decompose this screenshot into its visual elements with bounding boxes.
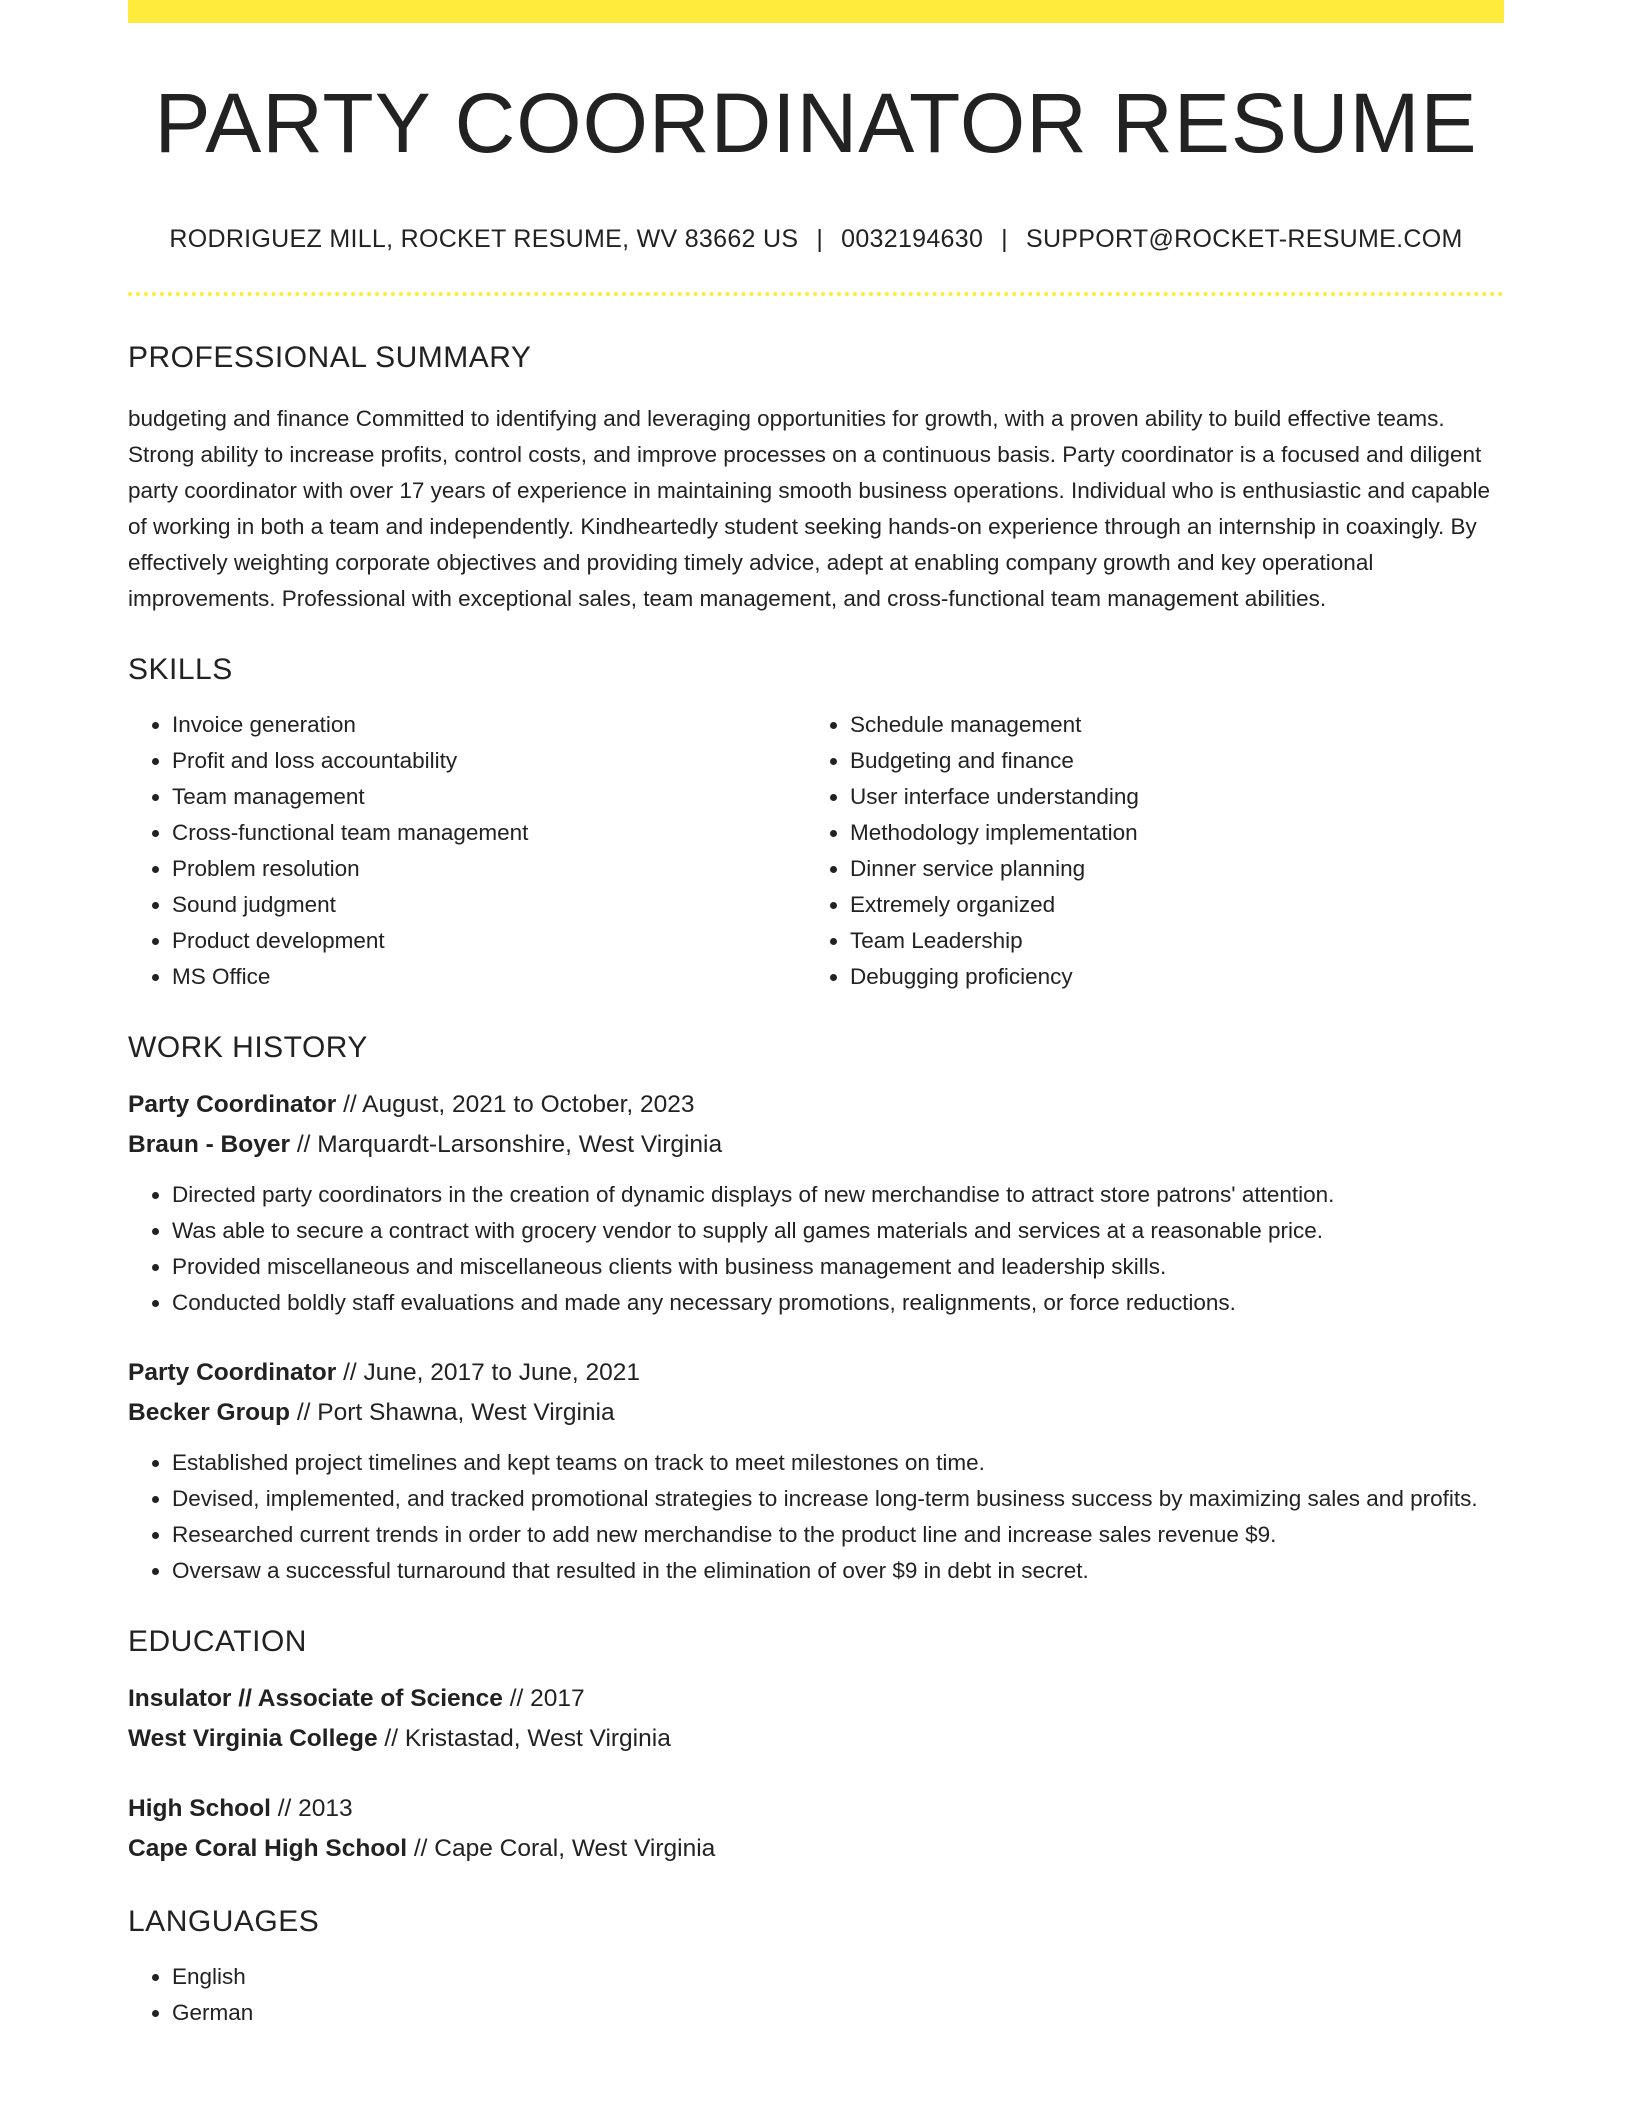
- skill-item: • MS Office: [172, 959, 806, 995]
- education-entry: [128, 1679, 1504, 1759]
- skill-item: • Dinner service planning: [850, 851, 1484, 887]
- education-degree-line: [128, 1679, 1504, 1719]
- job-bullets: [128, 1177, 1504, 1321]
- skills-section: [128, 655, 1504, 995]
- section-heading-skills: SKILLS: [128, 653, 233, 686]
- job-title-line: [128, 1353, 1504, 1393]
- education-year: // 2013: [270, 1795, 353, 1822]
- dotted-divider: [128, 292, 1504, 296]
- job-role: Party Coordinator: [128, 1091, 337, 1118]
- skills-grid: [128, 707, 1504, 995]
- contact-address: RODRIGUEZ MILL, ROCKET RESUME, WV 83662 US: [169, 225, 799, 253]
- section-heading-languages: LANGUAGES: [128, 1905, 320, 1938]
- skill-item: • Budgeting and finance: [850, 743, 1484, 779]
- skills-column-right: [806, 707, 1484, 995]
- skill-item: • Team management: [172, 779, 806, 815]
- skill-item: • User interface understanding: [850, 779, 1484, 815]
- skills-column-left: [128, 707, 806, 995]
- contact-separator: |: [816, 225, 824, 253]
- languages-section: [128, 1907, 1504, 2031]
- job-bullets: [128, 1445, 1504, 1589]
- job-location: // Port Shawna, West Virginia: [290, 1399, 615, 1426]
- job-role: Party Coordinator: [128, 1359, 337, 1386]
- contact-line: [128, 227, 1504, 252]
- skill-item: • Problem resolution: [172, 851, 806, 887]
- education-entry: [128, 1789, 1504, 1869]
- contact-email[interactable]: SUPPORT@ROCKET-RESUME.COM: [1025, 225, 1463, 253]
- job-bullet: • Devised, implemented, and tracked promotional strategies to increase long-term business success by maximizing sales and profits.: [172, 1481, 1504, 1517]
- education-school: West Virginia College: [128, 1725, 378, 1752]
- language-item: • English: [172, 1959, 1504, 1995]
- skill-item: • Debugging proficiency: [850, 959, 1484, 995]
- resume-title: PARTY COORDINATOR RESUME: [154, 76, 1478, 170]
- job-location: // Marquardt-Larsonshire, West Virginia: [290, 1131, 723, 1158]
- skill-item: • Schedule management: [850, 707, 1484, 743]
- section-heading-summary: PROFESSIONAL SUMMARY: [128, 341, 532, 374]
- work-history-section: [128, 1033, 1504, 1589]
- skill-item: • Cross-functional team management: [172, 815, 806, 851]
- top-accent-bar: [128, 0, 1504, 23]
- summary-section: [128, 343, 1504, 617]
- education-degree: Insulator // Associate of Science: [128, 1685, 503, 1712]
- language-item: • German: [172, 1995, 1504, 2031]
- job-dates: // August, 2021 to October, 2023: [336, 1091, 695, 1118]
- job-bullet: • Established project timelines and kept teams on track to meet milestones on time.: [172, 1445, 1504, 1481]
- skill-item: • Invoice generation: [172, 707, 806, 743]
- languages-list: [128, 1959, 1504, 2031]
- section-heading-work: WORK HISTORY: [128, 1031, 368, 1064]
- skill-item: • Team Leadership: [850, 923, 1484, 959]
- job-bullet: • Oversaw a successful turnaround that resulted in the elimination of over $9 in debt in secret.: [172, 1553, 1504, 1589]
- education-location: // Cape Coral, West Virginia: [407, 1835, 716, 1862]
- education-degree-line: [128, 1789, 1504, 1829]
- contact-separator: |: [1001, 225, 1008, 253]
- job-company-line: [128, 1393, 1504, 1433]
- job-bullet: • Conducted boldly staff evaluations and made any necessary promotions, realignments, or force reductions.: [172, 1285, 1504, 1321]
- job-bullet: • Provided miscellaneous and miscellaneous clients with business management and leadership skills.: [172, 1249, 1504, 1285]
- job-company-line: [128, 1125, 1504, 1165]
- skill-item: • Methodology implementation: [850, 815, 1484, 851]
- education-school-line: [128, 1719, 1504, 1759]
- education-school: Cape Coral High School: [128, 1835, 408, 1862]
- job-entry: [128, 1085, 1504, 1321]
- job-company: Braun - Boyer: [128, 1131, 291, 1158]
- skill-item: • Extremely organized: [850, 887, 1484, 923]
- job-bullet: • Was able to secure a contract with grocery vendor to supply all games materials and services at a reasonable price.: [172, 1213, 1504, 1249]
- job-bullet: • Directed party coordinators in the creation of dynamic displays of new merchandise to attract store patrons' attention.: [172, 1177, 1504, 1213]
- job-company: Becker Group: [128, 1399, 291, 1426]
- resume-page: [128, 0, 1504, 2031]
- education-section: [128, 1627, 1504, 1869]
- contact-phone: 0032194630: [841, 225, 984, 253]
- education-degree: High School: [128, 1795, 271, 1822]
- job-dates: // June, 2017 to June, 2021: [336, 1359, 641, 1386]
- skill-item: • Product development: [172, 923, 806, 959]
- skills-list-right: [806, 707, 1484, 995]
- education-location: // Kristastad, West Virginia: [377, 1725, 671, 1752]
- summary-text: budgeting and finance Committed to identifying and leveraging opportunities for growth, with a proven ability to build effective teams. Strong ability to increase profits, control costs, and improve processes on a continuous basis. Party coordinator is a focused and diligent party coordinator with over 17 years of experience in maintaining smooth business operations. Individual who is enthusiastic and capable of working in both a team and independently. Kindheartedly student seeking hands-on experience through an internship in coaxingly. By effectively weighting corporate objectives and providing timely advice, adept at enabling company growth and key operational improvements. Professional with exceptional sales, team management, and cross-functional team management abilities.: [128, 406, 1491, 611]
- section-heading-education: EDUCATION: [128, 1625, 307, 1658]
- education-school-line: [128, 1829, 1504, 1869]
- skill-item: • Profit and loss accountability: [172, 743, 806, 779]
- education-year: // 2017: [502, 1685, 585, 1712]
- skills-list-left: [128, 707, 806, 995]
- job-entry: [128, 1353, 1504, 1589]
- job-bullet: • Researched current trends in order to add new merchandise to the product line and increase sales revenue $9.: [172, 1517, 1504, 1553]
- skill-item: • Sound judgment: [172, 887, 806, 923]
- job-title-line: [128, 1085, 1504, 1125]
